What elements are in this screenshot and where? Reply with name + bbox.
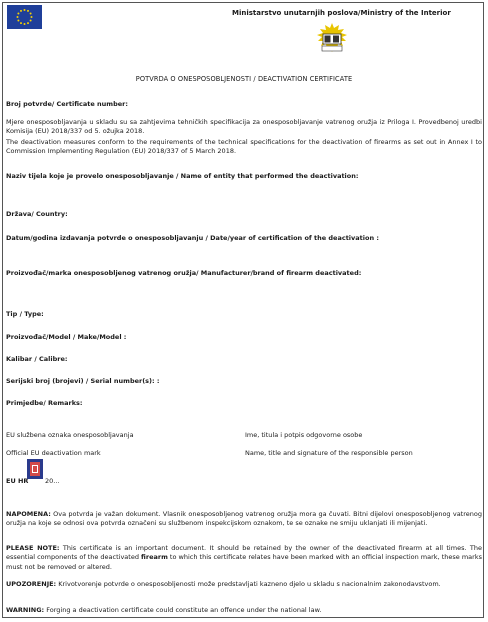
measures-croatian: Mjere onesposobljavanja u skladu su sa zahtjevima tehničkih specifikacija za onesposobljavanje vatrenog oružja iz Priloga I. Provedbenoj uredbi Komisija (EU) 2018/337 od 5. ožujka 2018. [6,118,482,136]
ministry-heading: Ministarstvo unutarnjih poslova/Ministry of the Interior [232,9,451,17]
note-english-text-a: This certificate is an important document. It should be retained by the owner of the deactivated firearm at all times. The essential components of the deactivated [6,544,482,562]
manufacturer-label: Proizvođač/marka onesposobljenog vatrenog oružja/ Manufacturer/brand of firearm deactivated: [6,269,362,277]
warning-croatian-label: UPOZORENJE: [6,580,57,588]
note-english-label: PLEASE NOTE: [6,544,60,552]
serial-label: Serijski broj (brojevi) / Serial number(s): : [6,377,160,385]
certificate-number-label: Broj potvrde/ Certificate number: [6,100,128,108]
document-title: POTVRDA O ONESPOSOBLJENOSTI / DEACTIVATION CERTIFICATE [135,75,353,83]
signature-label-hr: Ime, titula i potpis odgovorne osobe [245,431,363,439]
remarks-label: Primjedbe/ Remarks: [6,399,83,407]
note-croatian [6,510,482,529]
year-placeholder: 20... [45,477,60,485]
eu-flag-icon [7,5,42,29]
model-label: Proizvođač/Model / Make/Model : [6,333,127,341]
calibre-label: Kalibar / Calibre: [6,355,68,363]
police-crest-icon [313,22,351,57]
measures-english: The deactivation measures conform to the requirements of the technical specifications for the deactivation of firearms as set out in Annex I to Commission Implementing Regulation (EU) 2018/337 of 5 March 2018. [6,138,482,156]
warning-english-text: Forging a deactivation certificate could constitute an offence under the national law. [46,606,322,614]
deactivation-mark-icon [27,459,43,479]
entity-label: Naziv tijela koje je provelo onesposobljavanje / Name of entity that performed the deactivation: [6,172,359,180]
warning-croatian-text: Krivotvorenje potvrde o onesposobljenosti može predstavljati kazneno djelo u skladu s nacionalnim zakonodavstvom. [58,580,441,588]
note-croatian-text: Ova potvrda je važan dokument. Vlasnik onesposobljenog vatrenog oružja mora ga čuvati. Bitni dijelovi onesposobljenog vatrenog oružja na koje se odnosi ova potvrda označeni su službenom inspekcijskom oznakom, te se oznake ne smiju uklanjati ili mijenjati. [6,510,482,528]
warning-english [6,606,482,615]
type-label: Tip / Type: [6,310,44,318]
mark-label-hr: EU službena oznaka onesposobljavanja [6,431,134,439]
note-english-text-b: to which this certificate relates have been marked with an official inspection mark, these marks must not be removed or altered. [6,553,482,571]
mark-label-en: Official EU deactivation mark [6,449,101,457]
date-label: Datum/godina izdavanja potvrde o onesposobljavanju / Date/year of certification of the deactivation : [6,234,379,242]
country-label: Država/ Country: [6,210,68,218]
signature-label-en: Name, title and signature of the responsible person [245,449,413,457]
note-english-keyword: firearm [141,553,168,562]
note-croatian-label: NAPOMENA: [6,510,51,518]
warning-croatian [6,580,482,589]
warning-english-label: WARNING: [6,606,45,614]
note-english [6,544,482,572]
eu-flag-stars [7,5,42,29]
eu-hr-label: EU HR [6,477,29,485]
